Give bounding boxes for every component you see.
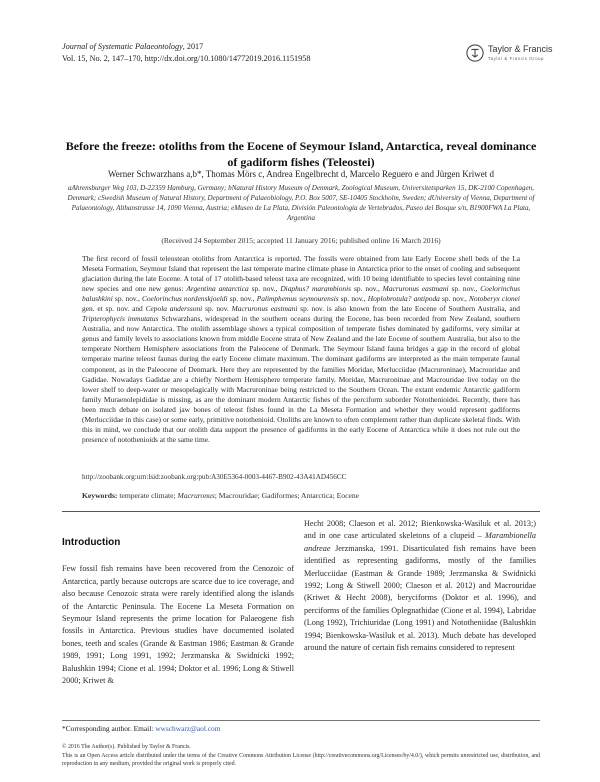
- right-column: [304, 518, 536, 654]
- keywords: Keywords: temperate climate; Macruronus; Macrouridae; Gadiformes; Antarctica; Eocene: [82, 491, 360, 500]
- abstract: The first record of fossil teleostean otoliths from Antarctica is reported. The fossils were obtained from late Early Eocene shell beds of the La Meseta Formation, Seymour Island that represent the last temperate marine climate phase in Antarctica prior to the onset of cooling and subsequent glaciation during the late Eocene. A total of 17 otolith-based teleost taxa are recognized, with 10 being identifiable to species level containing nine new species and one new genus: Argentina antarctica sp. nov., Diaphus? marambionis sp. nov., Macruronus eastmani sp. nov., Coelorinchus balushkini sp. nov., Coelorinchus nordenskjoeldi sp. nov., Palimphemus seymourensis sp. nov., Hoplobrotula? antipoda sp. nov., Notoberyx cionei gen. et sp. nov. and Cepola anderssoni sp. nov. Macruronus eastmani sp. nov. is also known from the late Eocene of Southern Australia, and Tripterophycis immutatus Schwarzhans, widespread in the southern oceans during the Eocene, has been recorded from New Zealand, southern Australia, and now Antarctica. The otolith assemblage shows a typical composition of temperate fishes dominated by gadiforms, very similar at genus and family levels to associations known from middle Eocene strata of New Zealand and the late Eocene of southern Australia, but also to the temperate Northern Hemisphere associations from the Paleocene of Denmark. The Seymour Island fauna bridges a gap in the record of global temperate marine teleost faunas during the early Eocene climate maximum. The dominant gadiforms are interpreted as the main temperate faunal component, as in the Paleocene of Denmark. Here they are represented by the families Moridae, Merlucciidae (Macruroninae), Macrouridae and Gadidae. Nowadays Gadidae are a chiefly Northern Hemisphere temperate family. Moridae, Macruroninae and Macrouridae live today on the lower shelf to deep-water or mesopelagically with Macruroninae being restricted to the Southern Ocean. The extant endemic Antarctic gadiform family Muraenolepididae is missing, as are the dominant modern Antarctic fishes of the perciform suborder Notothenioidei. Recently, there has been much debate on isolated jaw bones of teleost fishes found in the La Meseta Formation and whether they would represent gadiforms (Merlucciidae in this case) or some early, primitive notothenioid. Otoliths are known to often complement rather than duplicate skeletal finds. With this in mind, we conclude that our otolith data support the presence of gadiforms in the early Eocene of Antarctica while it does not rule out the presence of notothenioids at the same time.: [82, 254, 521, 444]
- copyright-line: © 2016 The Author(s). Published by Taylor & Francis.: [62, 744, 191, 750]
- introduction-heading: Introduction: [62, 537, 121, 548]
- received-dates: (Received 24 September 2015; accepted 11 January 2016; published online 16 March 2016): [161, 236, 441, 245]
- taylor-francis-logo-icon: [466, 44, 484, 62]
- introduction-text: Few fossil fish remains have been recovered from the Cenozoic of Antarctica, partly because outcrops are scarce due to ice coverage, and also because Cenozoic strata were rarely identified along the islands of the Antarctic Peninsula. The Eocene La Meseta Formation on Seymour Island represents the prime location for Palaeogene fish fossils in Antarctica. Previous studies have documented isolated bones, teeth and scales (Grande & Eastman 1986; Eastman & Grande 1989, 1991; Long 1991, 1992; Jerzmanska & Swidnicki 1992; Balushkin 1994; Cione et al. 1994; Doktor et al. 1996; Long & Stiwell 2000; Kriwet &: [62, 564, 294, 686]
- corresponding-author: *Corresponding author. Email: wwschwarz@aol.com: [62, 724, 221, 733]
- section-divider: [62, 511, 540, 512]
- publisher-tagline: Taylor & Francis Group: [488, 56, 544, 61]
- journal-year: , 2017: [182, 42, 204, 51]
- author-list: Werner Schwarzhans a,b*, Thomas Mörs c, Andrea Engelbrecht d, Marcelo Reguero e and Jürgen Kriwet d: [107, 169, 495, 179]
- journal-name: Journal of Systematic Palaeontology: [62, 42, 183, 51]
- publisher-name: Taylor & Francis: [488, 44, 553, 54]
- article-title: Before the freeze: otoliths from the Eocene of Seymour Island, Antarctica, reveal dominance of gadiform fishes (Teleostei): [65, 139, 537, 169]
- footnote-divider: [62, 720, 540, 721]
- keywords-label: Keywords:: [82, 491, 118, 500]
- journal-citation[interactable]: Vol. 15, No. 2, 147–170, http://dx.doi.org/10.1080/14772019.2016.1151958: [62, 54, 311, 63]
- zoobank-link[interactable]: http://zoobank.org:urn:lsid:zoobank.org:pub:A30E5364-0003-4467-B902-43A41AD456CC: [82, 473, 347, 481]
- license-text: This is an Open Access article distributed under the terms of the Creative Commons Attribution License (http://creativecommons.org/Licenses/by/4.0/), which permits unrestricted use, distribution, and reproduction in any medium, provided the original work is properly cited.: [62, 752, 540, 768]
- left-column: [62, 531, 294, 687]
- publisher-brand[interactable]: [466, 44, 553, 62]
- affiliations: aAhrensburger Weg 103, D-22359 Hamburg, Germany; bNatural History Museum of Denmark, Zoological Museum, Universitetsparken 15, DK-2100 Copenhagen, Denmark; cSwedish Museum of Natural History, Department of Palaeobiology, P.O. Box 5007, SE-10405 Stockholm, Sweden; dUniversity of Vienna, Department of Palaeontology, Althanstrasse 14, 1090 Vienna, Austria; eMuseo de La Plata, División Paleontología de Vertebrados, Paseo del Bosque s/n, B1900FWA La Plata, Argentina: [67, 184, 535, 223]
- right-column-text: Hecht 2008; Claeson et al. 2012; Bienkowska-Wasiluk et al. 2013;) and in one case articulated skeletons of a clupeid – Marambionella andreae Jerzmanska, 1991. Disarticulated fish remains have been identified as representing gadiforms, mostly of the families Merlucciidae (Eastman & Grande 1989; Jerzmanska & Swidnicki 1992; Long & Stiwell 2000; Claeson et al. 2012) and Macrouridae (Kriwet & Hecht 2008), beryciforms (Doktor et al. 1996), and perciforms of the families Oplegnathidae (Cione et al. 1994), Labridae (Long 1992), Trichiuridae (Long 1991) and Nototheniidae (Balushkin 1994; Bienkowska-Wasiluk et al. 2013). Much debate has developed around the nature of certain fish remains considered to represent: [304, 519, 536, 653]
- author-email-link[interactable]: wwschwarz@aol.com: [155, 724, 221, 733]
- copyright-notice: [62, 743, 540, 769]
- journal-header: [62, 41, 310, 65]
